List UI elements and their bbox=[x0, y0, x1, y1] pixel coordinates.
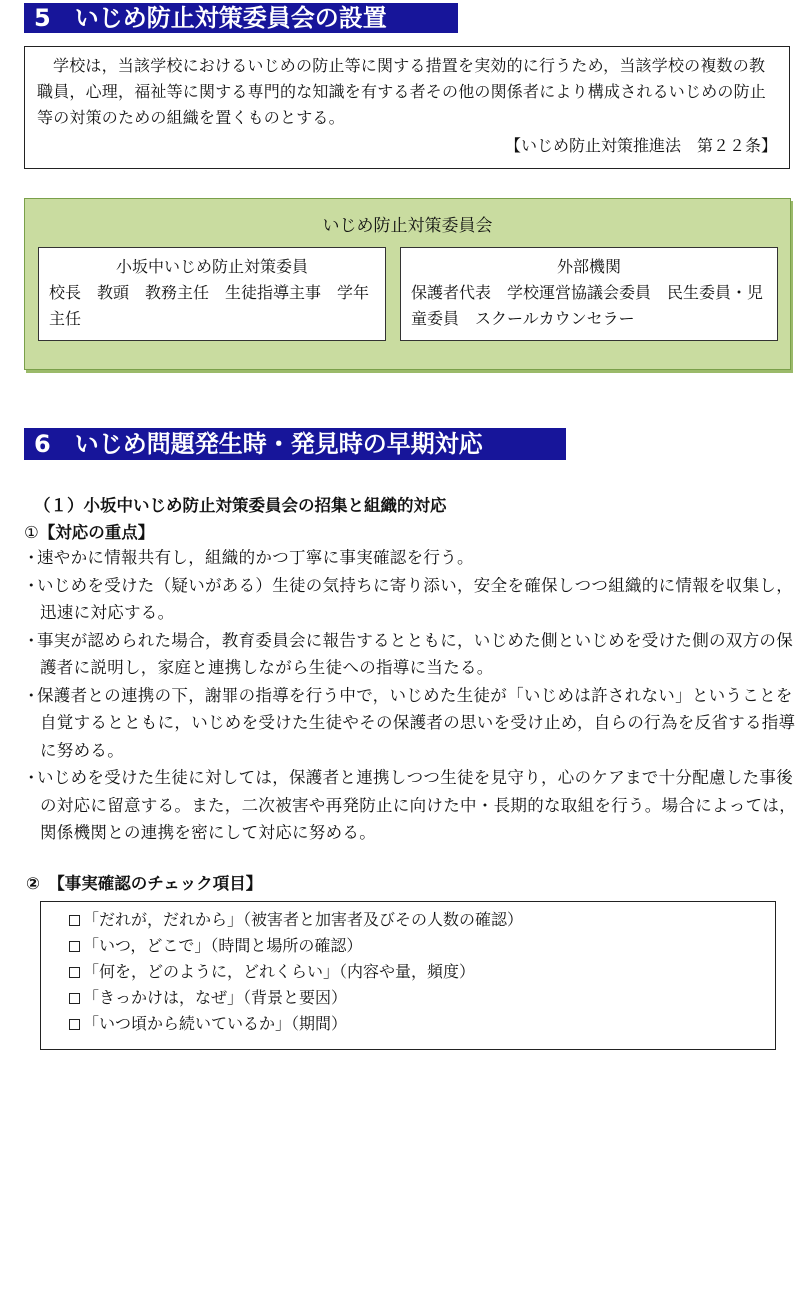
checkbox-icon[interactable] bbox=[69, 1019, 80, 1030]
checklist-item-text: 「だれが，だれから」（被害者と加害者及びその人数の確認） bbox=[83, 910, 524, 929]
point-number: ① bbox=[24, 523, 39, 542]
checklist-item bbox=[69, 907, 775, 933]
school-members-list: 校長 教頭 教務主任 生徒指導主事 学年主任 bbox=[49, 283, 370, 328]
checklist-item bbox=[69, 985, 775, 1011]
committee-diagram bbox=[24, 198, 791, 370]
checklist-item-text: 「きっかけは，なぜ」（背景と要因） bbox=[83, 988, 348, 1007]
checkbox-icon[interactable] bbox=[69, 915, 80, 926]
list-item: ・ いじめを受けた（疑いがある）生徒の気持ちに寄り添い，安全を確保しつつ組織的に情報を収集し，迅速に対応する。 bbox=[26, 572, 796, 627]
checklist-box bbox=[40, 901, 776, 1050]
law-text: 学校は，当該学校におけるいじめの防止等に関する措置を実効的に行うため，当該学校の複数の教職員，心理，福祉等に関する専門的な知識を有する者その他の関係者により構成されるいじめの防止等の対策のための組織を置くものとする。 bbox=[37, 56, 767, 127]
point-title-text: 【対応の重点】 bbox=[38, 523, 155, 542]
external-members-list: 保護者代表 学校運営協議会委員 民生委員・児童委員 スクールカウンセラー bbox=[411, 283, 764, 328]
list-item: ・ 保護者との連携の下，謝罪の指導を行う中で，いじめた生徒が「いじめは許されない」ということを自覚するとともに，いじめを受けた生徒やその保護者の思いを受け止め，自らの行為を反省する指導に努める。 bbox=[26, 682, 796, 765]
checklist-item-text: 「いつ頃から続いているか」（期間） bbox=[83, 1014, 348, 1033]
checklist-item bbox=[69, 1011, 775, 1037]
school-members-box bbox=[38, 247, 386, 341]
school-members-title: 小坂中いじめ防止対策委員 bbox=[115, 257, 308, 276]
checklist-item-text: 「何を，どのように，どれくらい」（内容や量，頻度） bbox=[83, 962, 476, 981]
checkbox-icon[interactable] bbox=[69, 967, 80, 978]
checkbox-icon[interactable] bbox=[69, 941, 80, 952]
point-title bbox=[24, 519, 154, 543]
section-5-heading: 5 いじめ防止対策委員会の設置 bbox=[24, 3, 458, 33]
law-excerpt-box bbox=[24, 46, 790, 169]
checklist-item bbox=[69, 959, 775, 985]
key-points-list bbox=[26, 544, 796, 847]
committee-title: いじめ防止対策委員会 bbox=[322, 216, 493, 236]
section-6-heading: 6 いじめ問題発生時・発見時の早期対応 bbox=[24, 428, 566, 460]
list-item: ・ いじめを受けた生徒に対しては，保護者と連携しつつ生徒を見守り，心のケアまで十分配慮した事後の対応に留意する。また，二次被害や再発防止に向けた中・長期的な取組を行う。場合によっては，関係機関との連携を密にして対応に努める。 bbox=[26, 764, 796, 847]
checklist-item-text: 「いつ，どこで」（時間と場所の確認） bbox=[83, 936, 363, 955]
list-item: ・ 事実が認められた場合，教育委員会に報告するとともに，いじめた側といじめを受けた側の双方の保護者に説明し，家庭と連携しながら生徒への指導に当たる。 bbox=[26, 627, 796, 682]
list-item: ・ 速やかに情報共有し，組織的かつ丁寧に事実確認を行う。 bbox=[26, 544, 796, 572]
checklist-item bbox=[69, 933, 775, 959]
external-members-title: 外部機関 bbox=[556, 257, 621, 276]
law-reference: 【いじめ防止対策推進法 第２２条】 bbox=[504, 136, 777, 155]
external-members-box bbox=[400, 247, 778, 341]
subsection-title: （１）小坂中いじめ防止対策委員会の招集と組織的対応 bbox=[34, 496, 447, 515]
checklist-title: ② 【事実確認のチェック項目】 bbox=[26, 874, 263, 893]
checkbox-icon[interactable] bbox=[69, 993, 80, 1004]
